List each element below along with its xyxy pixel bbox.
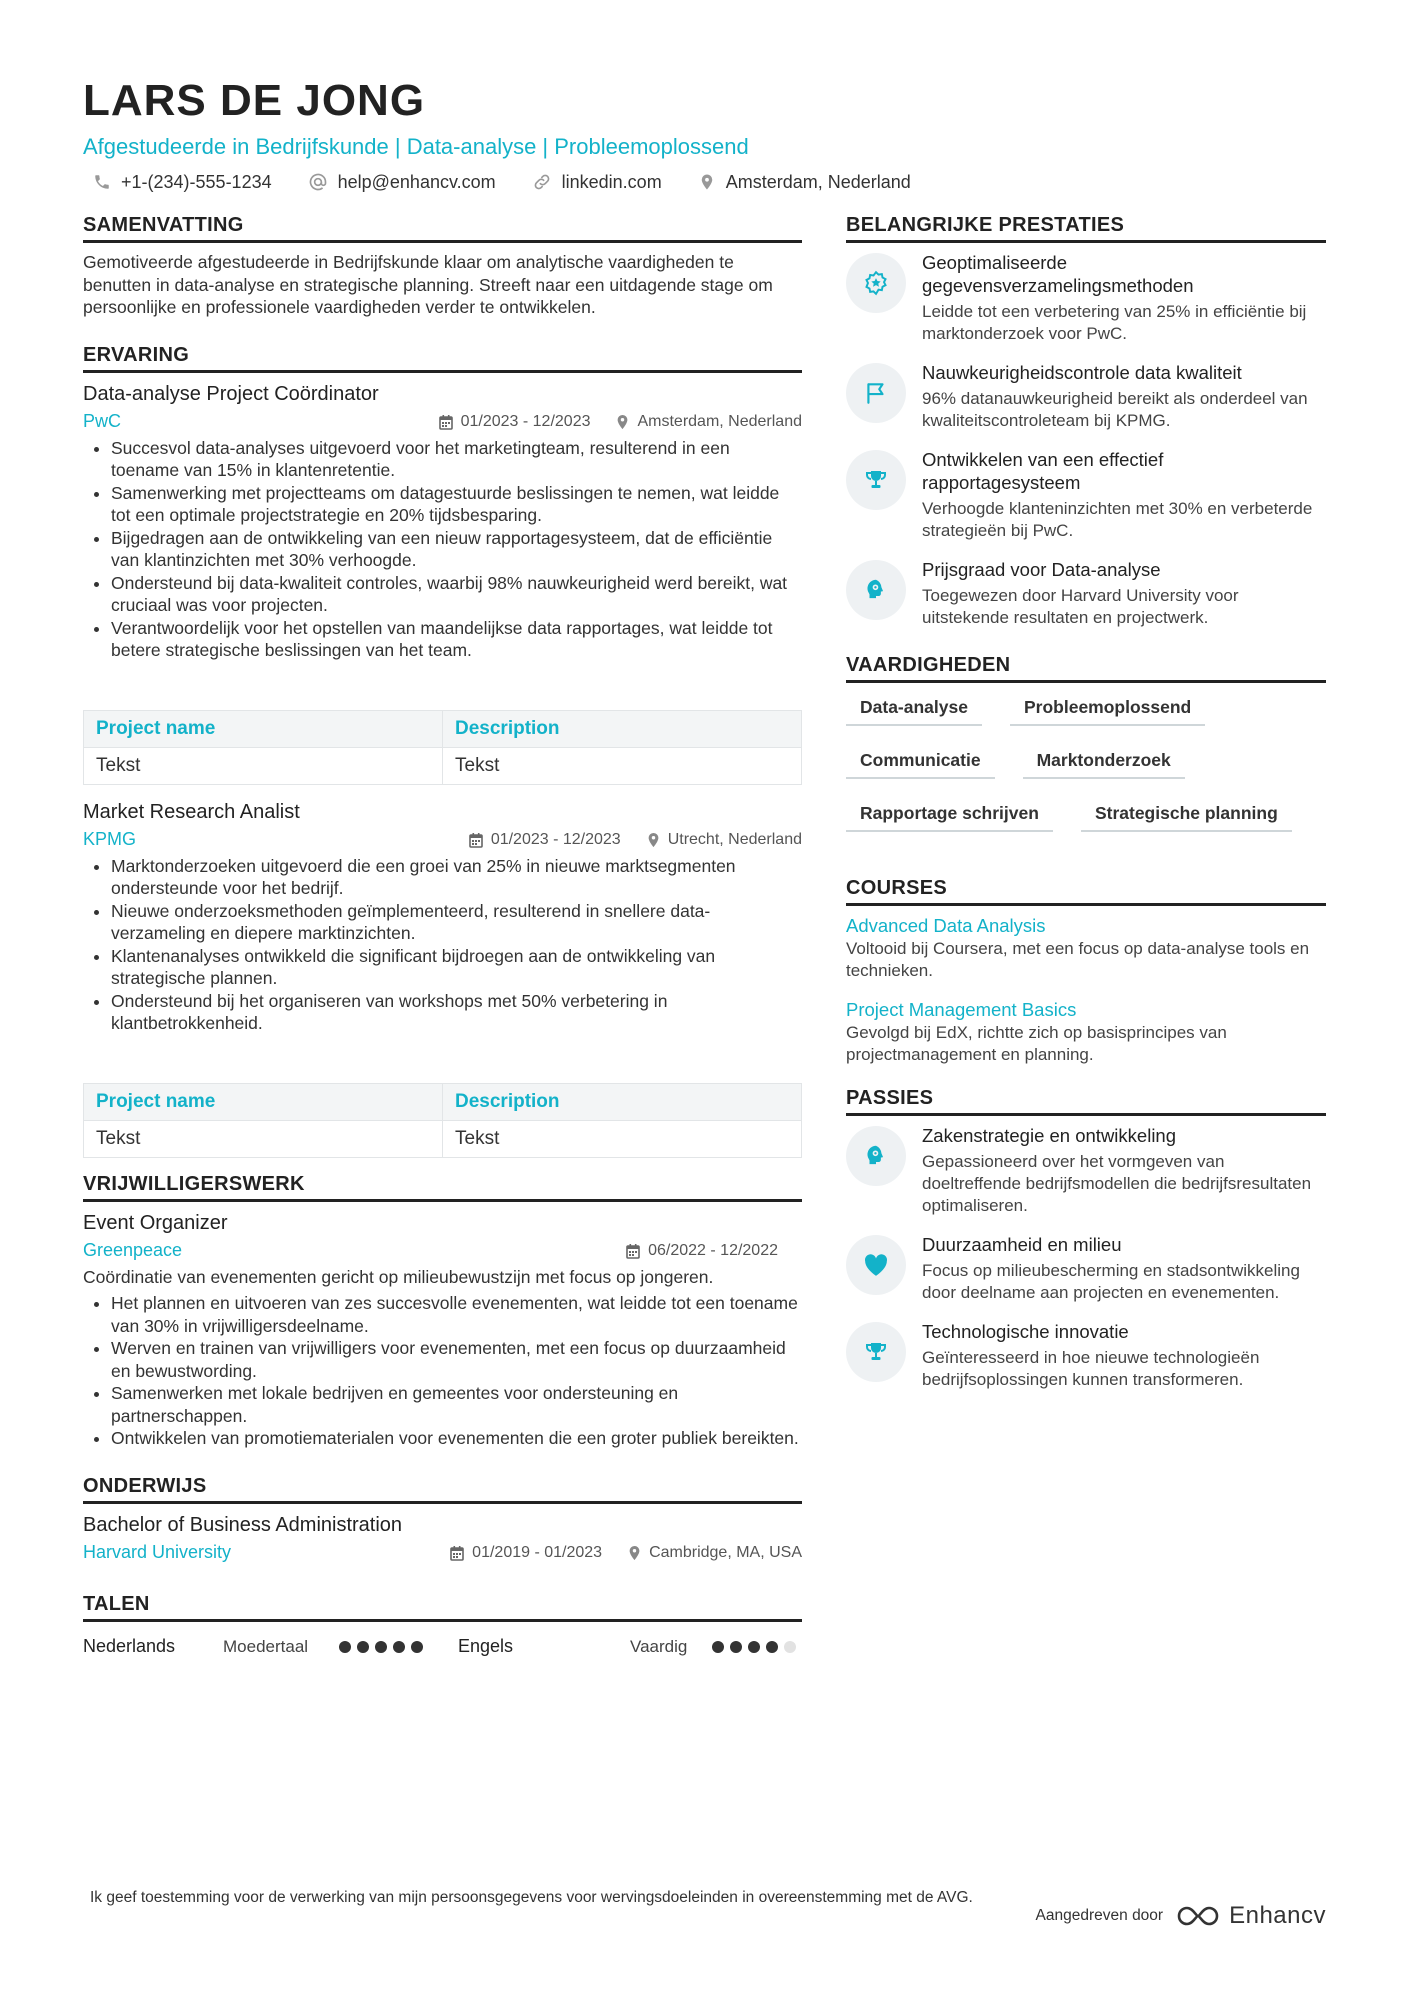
bullet-item: • Samenwerking met projectteams om datagestuurde beslissingen te nemen, wat leidde tot een optimale projectstrategie en 20% tijdsbesparing.	[111, 482, 802, 527]
passion-item	[846, 1233, 1326, 1304]
skill-tag: Rapportage schrijven	[846, 799, 1053, 832]
volunteer-heading: VRIJWILLIGERSWERK	[83, 1172, 802, 1202]
skill-tag: Communicatie	[846, 746, 995, 779]
education-dates: 01/2019 - 01/2023	[472, 1543, 603, 1561]
achievements-heading: BELANGRIJKE PRESTATIES	[846, 213, 1326, 243]
contact-linkedin[interactable]	[532, 172, 662, 193]
volunteer-role: Event Organizer	[83, 1211, 228, 1234]
job-title: Market Research Analist	[83, 800, 300, 823]
achievement-title: Prijsgraad voor Data-analyse	[922, 559, 1161, 580]
brand-name: Enhancv	[1229, 1902, 1326, 1929]
education-location: Cambridge, MA, USA	[649, 1543, 802, 1561]
rating-dot-filled	[375, 1641, 387, 1653]
education-meta	[83, 1538, 802, 1568]
calendar-icon	[626, 1243, 640, 1259]
passion-item	[846, 1320, 1326, 1391]
contact-bar	[83, 167, 1326, 197]
phone-icon	[93, 173, 111, 191]
volunteer-bullets	[83, 1292, 802, 1450]
consent-text: Ik geef toestemming voor de verwerking van mijn persoonsgegevens voor wervingsdoeleinden in overeenstemming met de AVG.	[90, 1889, 973, 1906]
degree-title: Bachelor of Business Administration	[83, 1513, 403, 1536]
table-header: Description	[443, 1083, 802, 1120]
volunteer-intro: Coördinatie van evenementen gericht op milieubewustzijn met focus op jongeren.	[83, 1266, 714, 1287]
skills-section	[846, 653, 1326, 852]
passion-title: Technologische innovatie	[922, 1321, 1129, 1342]
contact-email[interactable]	[308, 172, 496, 193]
location-pin-icon	[628, 1545, 641, 1561]
job-bullets	[83, 437, 802, 662]
achievement-desc: Toegewezen door Harvard University voor uitstekende resultaten en projectwerk.	[922, 586, 1239, 627]
summary-text: Gemotiveerde afgestudeerde in Bedrijfskunde klaar om analytische vaardigheden te benutten in data-analyse en strategische planning. Streeft naar een uitdagende stage om persoonlijke en professionele vaardigheden verder te ontwikkelen.	[83, 252, 773, 317]
bullet-item: • Samenwerken met lokale bedrijven en gemeentes voor ondersteuning en partnerschappen.	[111, 1382, 802, 1427]
flag-icon	[863, 380, 889, 406]
skills-list	[846, 693, 1326, 852]
achievement-desc: Verhoogde klanteninzichten met 30% en verbeterde strategieën bij PwC.	[922, 499, 1313, 540]
rating-dot-filled	[712, 1641, 724, 1653]
brand-logo[interactable]	[1175, 1902, 1326, 1930]
contact-phone[interactable]	[93, 172, 272, 193]
table-row	[84, 1120, 802, 1157]
passion-item	[846, 1124, 1326, 1217]
course-item	[846, 998, 1326, 1066]
volunteer-meta	[83, 1236, 802, 1266]
rating-dot-filled	[339, 1641, 351, 1653]
project-table	[83, 1083, 802, 1158]
phone-text: +1-(234)-555-1234	[121, 171, 272, 192]
passion-desc: Geïnteresseerd in hoe nieuwe technologieën bedrijfsoplossingen kunnen transformeren.	[922, 1348, 1260, 1389]
achievement-item	[846, 361, 1326, 432]
passions-section	[846, 1086, 1326, 1391]
courses-heading: COURSES	[846, 876, 1326, 906]
link-icon	[532, 172, 552, 192]
achievement-desc: Leidde tot een verbetering van 25% in efficiëntie bij marktonderzoek voor PwC.	[922, 302, 1307, 343]
experience-section	[83, 343, 802, 1158]
achievement-item	[846, 251, 1326, 345]
job-bullets	[83, 855, 802, 1035]
calendar-icon	[469, 832, 483, 848]
bullet-item: • Het plannen en uitvoeren van zes succesvolle evenementen, wat leidde tot een toename van 30% in vrijwilligersdeelname.	[111, 1292, 802, 1337]
language-name: Engels	[458, 1636, 514, 1656]
location-pin-icon	[698, 172, 716, 192]
language-level: Moedertaal	[223, 1636, 309, 1656]
job-meta	[83, 407, 802, 437]
education-section	[83, 1474, 802, 1568]
job-meta	[83, 825, 802, 855]
rating-dot-filled	[730, 1641, 742, 1653]
achievement-item	[846, 448, 1326, 542]
tagline: Afgestudeerde in Bedrijfskunde | Data-analyse | Probleemoplossend	[83, 134, 749, 159]
achievement-title: Ontwikkelen van een effectief rapportagesysteem	[922, 449, 1164, 493]
job-dates: 01/2023 - 12/2023	[490, 830, 621, 848]
trophy-icon	[864, 1340, 888, 1364]
table-header: Description	[443, 710, 802, 747]
two-column-layout	[83, 213, 1326, 1688]
table-cell: Tekst	[84, 747, 443, 784]
powered-by-label: Aangedreven door	[1035, 1907, 1164, 1924]
course-desc: Voltooid bij Coursera, met een focus op data-analyse tools en technieken.	[846, 939, 1310, 980]
rating-dot-empty	[784, 1641, 796, 1653]
rating-dot-filled	[393, 1641, 405, 1653]
table-header-row	[84, 710, 802, 747]
languages-heading: TALEN	[83, 1592, 802, 1622]
contact-location	[698, 172, 911, 193]
achievement-title: Nauwkeurigheidscontrole data kwaliteit	[922, 362, 1242, 383]
brain-head-icon	[863, 1143, 889, 1169]
bullet-item: • Nieuwe onderzoeksmethoden geïmplementeerd, resulterend in snellere data-verzameling en diepere marktinzichten.	[111, 900, 802, 945]
brain-head-icon	[863, 577, 889, 603]
volunteer-dates: 06/2022 - 12/2022	[648, 1241, 778, 1259]
star-badge-icon	[863, 270, 889, 296]
proficiency-dots	[339, 1641, 429, 1653]
page-footer	[90, 1888, 1326, 1930]
rating-dot-filled	[411, 1641, 423, 1653]
job-location: Utrecht, Nederland	[667, 830, 802, 848]
left-column	[83, 213, 802, 1688]
achievement-title: Geoptimaliseerde gegevensverzamelingsmethoden	[922, 252, 1194, 296]
skill-tag: Strategische planning	[1081, 799, 1292, 832]
skill-tag: Probleemoplossend	[1010, 693, 1205, 726]
bullet-item: • Klantenanalyses ontwikkeld die significant bijdroegen aan de ontwikkeling van strategische plannen.	[111, 945, 802, 990]
passions-heading: PASSIES	[846, 1086, 1326, 1116]
summary-heading: SAMENVATTING	[83, 213, 802, 243]
passion-desc: Gepassioneerd over het vormgeven van doeltreffende bedrijfsmodellen die bedrijfsresultaten optimaliseren.	[922, 1152, 1312, 1215]
skills-heading: VAARDIGHEDEN	[846, 653, 1326, 683]
powered-by[interactable]	[1036, 1902, 1326, 1930]
rating-dot-filled	[766, 1641, 778, 1653]
achievement-desc: 96% datanauwkeurigheid bereikt als onderdeel van kwaliteitscontroleteam bij KPMG.	[922, 389, 1308, 430]
job-title: Data-analyse Project Coördinator	[83, 382, 379, 405]
trophy-icon	[864, 468, 888, 492]
skill-tag: Marktonderzoek	[1023, 746, 1185, 779]
language-item	[458, 1636, 802, 1657]
enhancv-logo-icon	[1175, 1904, 1221, 1928]
location-text: Amsterdam, Nederland	[725, 171, 911, 192]
calendar-icon	[450, 1545, 464, 1561]
candidate-name: LARS DE JONG	[83, 76, 426, 125]
language-item	[83, 1636, 458, 1657]
rating-dot-filled	[748, 1641, 760, 1653]
calendar-icon	[439, 414, 453, 430]
company-name: KPMG	[83, 829, 137, 849]
courses-section	[846, 876, 1326, 1066]
table-cell: Tekst	[84, 1120, 443, 1157]
passion-desc: Focus op milieubescherming en stadsontwikkeling door deelname aan projecten en evenementen.	[922, 1261, 1300, 1302]
job-entry	[83, 799, 802, 1158]
at-icon	[308, 172, 328, 192]
passion-title: Duurzaamheid en milieu	[922, 1234, 1122, 1255]
course-title: Advanced Data Analysis	[846, 915, 1046, 936]
course-item	[846, 914, 1326, 982]
bullet-item: • Ondersteund bij data-kwaliteit controles, waarbij 98% nauwkeurigheid werd bereikt, wat cruciaal was voor projecten.	[111, 572, 802, 617]
bullet-item: • Succesvol data-analyses uitgevoerd voor het marketingteam, resulterend in een toename van 15% in klantenretentie.	[111, 437, 802, 482]
summary-section	[83, 213, 802, 319]
job-entry	[83, 381, 802, 785]
rating-dot-filled	[357, 1641, 369, 1653]
table-header: Project name	[84, 1083, 443, 1120]
right-column	[846, 213, 1326, 1688]
experience-heading: ERVARING	[83, 343, 802, 373]
project-table	[83, 710, 802, 785]
job-dates: 01/2023 - 12/2023	[460, 412, 591, 430]
language-level: Vaardig	[630, 1636, 688, 1656]
passion-title: Zakenstrategie en ontwikkeling	[922, 1125, 1177, 1146]
bullet-item: • Verantwoordelijk voor het opstellen van maandelijkse data rapportages, wat leidde tot betere strategische beslissingen van het team.	[111, 617, 802, 662]
course-title: Project Management Basics	[846, 999, 1077, 1020]
bullet-item: • Marktonderzoeken uitgevoerd die een groei van 25% in nieuwe marktsegmenten ondersteunde voor het bedrijf.	[111, 855, 802, 900]
bullet-item: • Ondersteund bij het organiseren van workshops met 50% verbetering in klantbetrokkenheid.	[111, 990, 802, 1035]
table-row	[84, 747, 802, 784]
language-name: Nederlands	[83, 1636, 176, 1656]
email-text: help@enhancv.com	[337, 171, 496, 192]
achievement-item	[846, 558, 1326, 629]
company-name: PwC	[83, 411, 122, 431]
education-heading: ONDERWIJS	[83, 1474, 802, 1504]
course-desc: Gevolgd bij EdX, richtte zich op basisprincipes van projectmanagement en planning.	[846, 1023, 1227, 1064]
volunteer-section	[83, 1172, 802, 1450]
bullet-item: • Bijgedragen aan de ontwikkeling van een nieuw rapportagesysteem, dat de efficiëntie van klantinzichten met 30% verhoogde.	[111, 527, 802, 572]
location-pin-icon	[616, 414, 629, 430]
languages-section	[83, 1592, 802, 1664]
bullet-item: • Ontwikkelen van promotiematerialen voor evenementen die een groter publiek bereikten.	[111, 1427, 802, 1450]
linkedin-text: linkedin.com	[561, 171, 662, 192]
table-cell: Tekst	[443, 1120, 802, 1157]
proficiency-dots	[712, 1641, 802, 1653]
heart-icon	[863, 1253, 889, 1277]
table-cell: Tekst	[443, 747, 802, 784]
table-header-row	[84, 1083, 802, 1120]
skill-tag: Data-analyse	[846, 693, 982, 726]
languages-row	[83, 1630, 802, 1664]
achievements-section	[846, 213, 1326, 629]
location-pin-icon	[647, 832, 660, 848]
bullet-item: • Werven en trainen van vrijwilligers voor evenementen, met een focus op duurzaamheid en bewustwording.	[111, 1337, 802, 1382]
job-location: Amsterdam, Nederland	[637, 412, 802, 430]
volunteer-org: Greenpeace	[83, 1240, 183, 1260]
table-header: Project name	[84, 710, 443, 747]
school-name: Harvard University	[83, 1542, 232, 1562]
